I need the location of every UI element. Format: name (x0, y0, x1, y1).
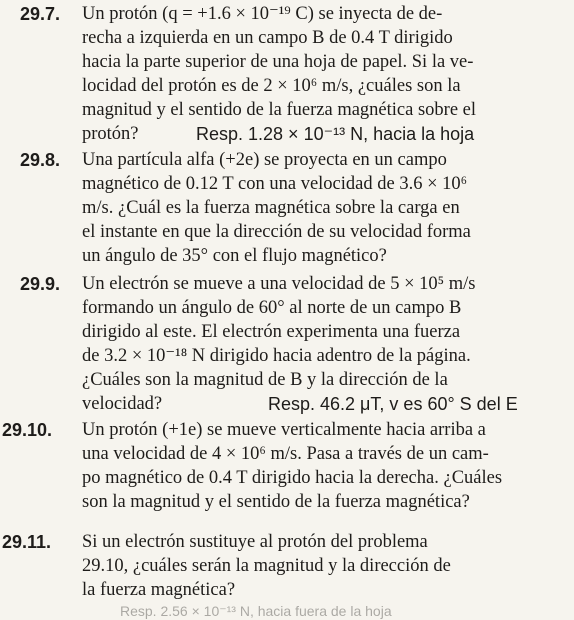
problem-text-line: dirigido al este. El electrón experimenta una fuerza (82, 322, 461, 342)
problem-number: 29.10. (2, 420, 53, 440)
problem-text-line: formando un ángulo de 60° al norte de un campo B (82, 298, 462, 318)
problem-text-line: un ángulo de 35° con el flujo magnético? (82, 246, 387, 266)
problem-text-line: una velocidad de 4 × 10⁶ m/s. Pasa a través de un cam- (82, 444, 489, 464)
answer-text: Resp. 1.28 × 10⁻¹³ N, hacia la hoja (196, 124, 475, 144)
problem-text-fragment: protón? (82, 124, 139, 144)
problem-number: 29.7. (20, 4, 61, 24)
problem-text-line: hacia la parte superior de una hoja de papel. Si la ve- (82, 52, 474, 72)
problem-text-line (82, 122, 475, 146)
problem-text-line: de 3.2 × 10⁻¹⁸ N dirigido hacia adentro de la página. (82, 346, 471, 366)
problem-text-line: 29.10, ¿cuáles serán la magnitud y la dirección de (82, 556, 451, 576)
problem-text-fragment: velocidad? (82, 394, 163, 414)
problem-text-line: Un electrón se mueve a una velocidad de 5 × 10⁵ m/s (82, 274, 476, 294)
problem-text-line (82, 392, 518, 416)
problem-text-line: Si un electrón sustituye al protón del problema (82, 532, 428, 552)
problem-text-line: locidad del protón es de 2 × 10⁶ m/s, ¿cuáles son la (82, 76, 461, 96)
problem-text-line: recha a izquierda en un campo B de 0.4 T dirigido (82, 28, 453, 48)
cut-off-answer-text: Resp. 2.56 × 10⁻¹³ N, hacia fuera de la hoja (120, 603, 392, 619)
problem-text-line: ¿Cuáles son la magnitud de B y la dirección de la (82, 370, 448, 390)
problem-text-line: la fuerza magnética? (82, 580, 236, 600)
problem-number: 29.11. (2, 532, 52, 552)
problem-text-line: magnitud y el sentido de la fuerza magnética sobre el (82, 100, 477, 120)
problem-text-line: Un protón (+1e) se mueve verticalmente hacia arriba a (82, 420, 486, 440)
problem-text-line: son la magnitud y el sentido de la fuerza magnética? (82, 492, 470, 512)
problem-text-line: el instante en que la dirección de su velocidad forma (82, 222, 471, 242)
problem-number: 29.8. (20, 150, 61, 170)
problem-number: 29.9. (20, 274, 61, 294)
answer-text: Resp. 46.2 μT, v es 60° S del E (268, 394, 518, 414)
problem-text-line: Un protón (q = +1.6 × 10⁻¹⁹ C) se inyecta de de- (82, 4, 443, 24)
problem-text-line: Una partícula alfa (+2e) se proyecta en un campo (82, 150, 447, 170)
problem-text-line: m/s. ¿Cuál es la fuerza magnética sobre la carga en (82, 198, 460, 218)
problem-text-line: magnético de 0.12 T con una velocidad de 3.6 × 10⁶ (82, 174, 468, 194)
problem-text-line: po magnético de 0.4 T dirigido hacia la derecha. ¿Cuáles (82, 468, 503, 488)
